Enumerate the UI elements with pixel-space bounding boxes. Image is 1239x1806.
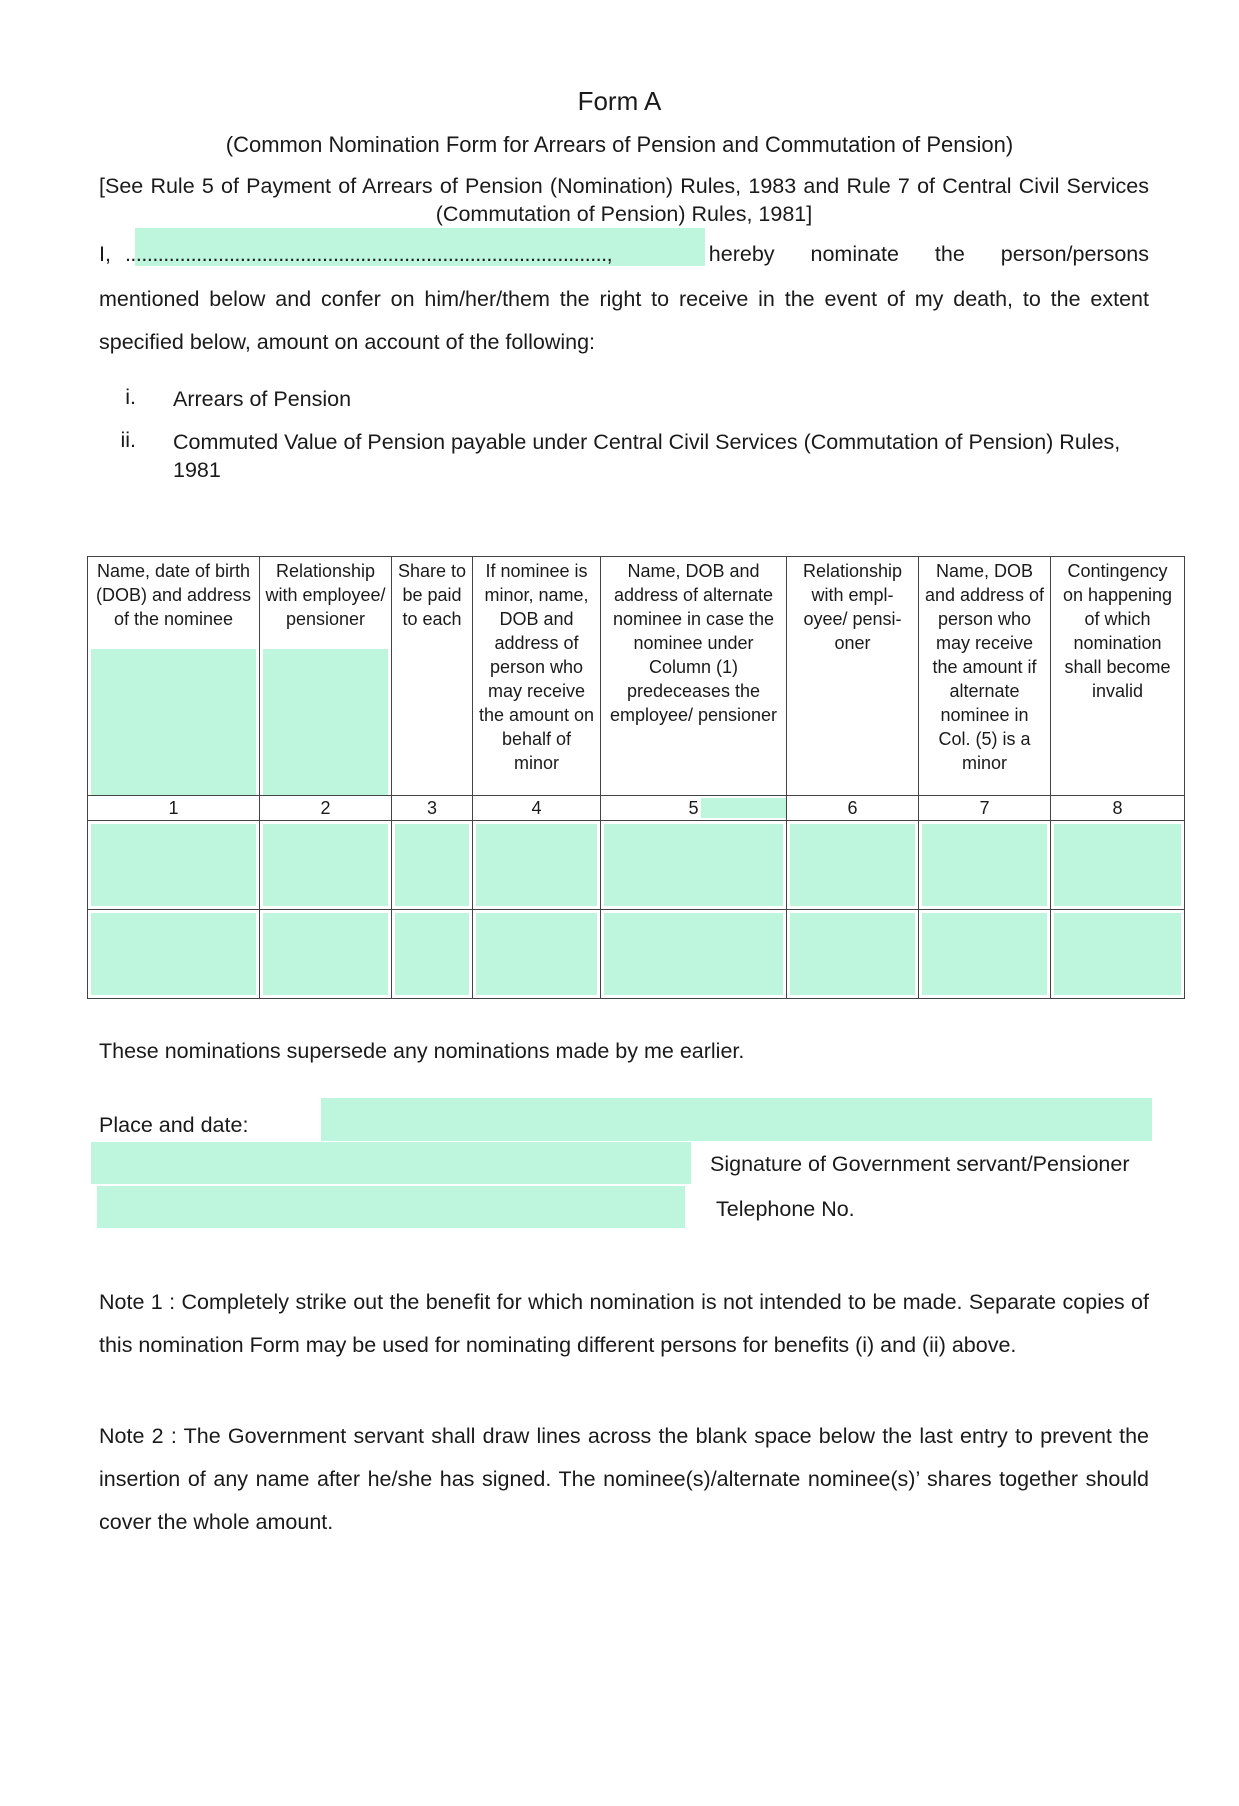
table-cell[interactable] (601, 910, 787, 999)
declaration-line1: hereby nominate the person/persons (708, 242, 1149, 266)
nomination-table (87, 556, 1185, 999)
column-number: 6 (787, 796, 919, 821)
table-cell[interactable] (260, 821, 392, 910)
table-cell[interactable] (88, 821, 260, 910)
telephone-field[interactable] (97, 1186, 685, 1228)
table-cell[interactable] (392, 910, 473, 999)
declaration-body: mentioned below and confer on him/her/them the right to receive in the event of my death, to the extent specified below, amount on account of the following: (99, 287, 1149, 354)
note-1 (99, 1281, 1149, 1367)
table-cell[interactable] (601, 821, 787, 910)
header-minor-guardian: If nominee is minor, name, DOB and address of person who may receive the amount on behalf of minor (473, 557, 601, 796)
benefit-text-2: Commuted Value of Pension payable under Central Civil Services (Commutation of Pension) Rules, 1981 (173, 430, 1121, 482)
supersede-text: These nominations supersede any nominations made by me earlier. (99, 1039, 745, 1063)
table-row (88, 910, 1185, 999)
table-cell[interactable] (88, 910, 260, 999)
table-cell[interactable] (260, 910, 392, 999)
place-date-label: Place and date: (99, 1113, 249, 1137)
table-cell[interactable] (787, 910, 919, 999)
benefit-num-2: ii. (120, 428, 136, 452)
signature-label: Signature of Government servant/Pensioner (710, 1152, 1130, 1176)
benefit-num-1: i. (125, 385, 136, 409)
rule-reference: [See Rule 5 of Payment of Arrears of Pension (Nomination) Rules, 1983 and Rule 7 of Central Civil Services (Commutation of Pension) Rules, 1981] (99, 174, 1149, 226)
column-number: 2 (260, 796, 392, 821)
column-number: 8 (1051, 796, 1185, 821)
table-cell[interactable] (1051, 821, 1185, 910)
table-cell[interactable] (787, 821, 919, 910)
table-cell[interactable] (1051, 910, 1185, 999)
place-date-field[interactable] (321, 1098, 1152, 1141)
note-1-label: Note 1 : (99, 1290, 176, 1314)
note-2-label: Note 2 : (99, 1424, 177, 1448)
header-alternate-minor-guardian: Name, DOB and address of person who may receive the amount if alternate nominee in Col. (5) is a minor (919, 557, 1051, 796)
table-cell[interactable] (392, 821, 473, 910)
column-number: 1 (88, 796, 260, 821)
header-relationship: Relationship with employee/ pensioner (260, 557, 392, 796)
header-contingency: Contingency on happening of which nomination shall become invalid (1051, 557, 1185, 796)
note-2 (99, 1415, 1149, 1544)
column-number: 4 (473, 796, 601, 821)
form-title: Form A (577, 86, 662, 116)
column-number: 7 (919, 796, 1051, 821)
header-nominee-details: Name, date of birth (DOB) and address of the nominee (88, 557, 260, 796)
benefit-text-1: Arrears of Pension (173, 387, 352, 411)
table-cell[interactable] (473, 821, 601, 910)
signature-field[interactable] (91, 1142, 691, 1184)
header-alternate-relationship: Relationship with empl-oyee/ pensi-oner (787, 557, 919, 796)
declaration-dots: ........................................................................................, (124, 242, 613, 266)
note-1-text: Completely strike out the benefit for which nomination is not intended to be made. Separate copies of this nomination Form may be used for nominating different persons for benefits (i) and (ii) above. (99, 1290, 1149, 1357)
telephone-label: Telephone No. (716, 1197, 855, 1221)
table-cell[interactable] (473, 910, 601, 999)
table-cell[interactable] (919, 821, 1051, 910)
table-cell[interactable] (919, 910, 1051, 999)
form-subtitle: (Common Nomination Form for Arrears of Pension and Commutation of Pension) (225, 132, 1014, 157)
header-share: Share to be paid to each (392, 557, 473, 796)
declaration-prefix: I, (99, 242, 111, 266)
header-alternate-nominee: Name, DOB and address of alternate nominee in case the nominee under Column (1) predeceases the employee/ pensioner (601, 557, 787, 796)
note-2-text: The Government servant shall draw lines across the blank space below the last entry to prevent the insertion of any name after he/she has signed. The nominee(s)/alternate nominee(s)’ shares together should cover the whole amount. (99, 1424, 1150, 1534)
column-number: 3 (392, 796, 473, 821)
table-row (88, 821, 1185, 910)
column-number: 5 (601, 796, 787, 821)
